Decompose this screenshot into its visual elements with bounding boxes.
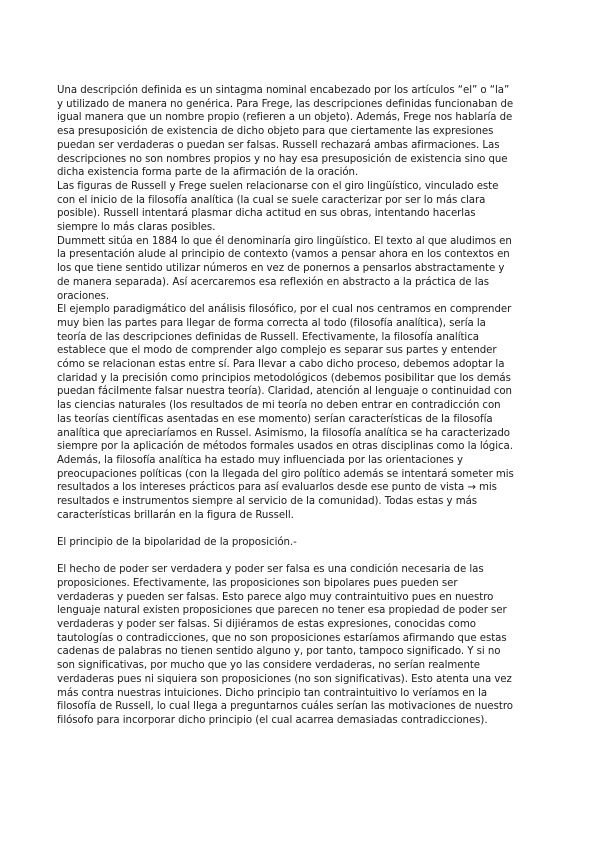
paragraph-giro-linguistico: Las figuras de Russell y Frege suelen relacionarse con el giro lingüístico, vinculado este con el inicio de la filosofía analítica (la cual se suele caracterizar por ser lo más clara posible). Russell intentará plasmar dicha actitud en sus obras, intentando hacerlas siempre lo más claras posibles. bbox=[57, 180, 499, 234]
paragraph-descripcion-definida: Una descripción definida es un sintagma nominal encabezado por los artículos “el” o “la” y utilizado de manera no genérica. Para Frege, las descripciones definidas funcionaban de igual manera que un nombre propio (refieren a un objeto). Además, Frege nos hablaría de esa presuposición de existencia de dicho objeto para que ciertamente las expresiones puedan ser verdaderas o puedan ser falsas. Russell rechazará ambas afirmaciones. Las descripciones no son nombres propios y no hay esa presuposición de existencia sino que dicha existencia forma parte de la afirmación de la oración. bbox=[57, 85, 514, 179]
paragraph-bipolaridad: El hecho de poder ser verdadera y poder ser falsa es una condición necesaria de las proposiciones. Efectivamente, las proposiciones son bipolares pues pueden ser verdaderas y pueden ser falsas. Esto parece algo muy contraintuitivo pues en nuestro lenguaje natural existen proposiciones que parecen no tener esa propiedad de poder ser verdaderas y poder ser falsas. Si dijiéramos de estas expresiones, conocidas como tautologías o contradicciones, que no son proposiciones estaríamos afirmando que estas cadenas de palabras no tienen sentido alguno y, por tanto, tampoco significado. Y si no son significativas, por mucho que yo las considere verdaderas, no serían realmente verdaderas pues ni siquiera son proposiciones (no son significativas). Esto atenta una vez más contra nuestras intuiciones. Dicho principio tan contraintuitivo lo veríamos en la filosofía de Russell, lo cual llega a preguntarnos cuáles serían las motivaciones de nuestro filósofo para incorporar dicho principio (el cual acarrea demasiadas contradicciones). bbox=[57, 564, 513, 726]
paragraph-dummett: Dummett sitúa en 1884 lo que él denominaría giro lingüístico. El texto al que aludimos en la presentación alude al principio de contexto (vamos a pensar ahora en los contextos en los que tiene sentido utilizar números en vez de ponernos a pensarlos abstractamente y de manera separada). Así acercaremos esa reflexión en abstracto a la práctica de las oraciones. bbox=[57, 235, 512, 302]
paragraph-analisis-filosofico: El ejemplo paradigmático del análisis filosófico, por el cual nos centramos en comprender muy bien las partes para llegar de forma correcta al todo (filosofía analítica), sería la teoría de las descripciones definidas de Russell. Efectivamente, la filosofía analítica establece que el modo de comprender algo complejo es separar sus partes y entender cómo se relacionan estas entre sí. Para llevar a cabo dicho proceso, debemos adoptar la claridad y la precisión como principios metodológicos (debemos posibilitar que los demás puedan fácilmente falsar nuestra teoría). Claridad, atención al lenguaje o continuidad con las ciencias naturales (los resultados de mi teoría no deben entrar en contradicción con las teorías científicas asentadas en ese momento) serían características de la filosofía analítica que apreciaríamos en Russel. Asimismo, la filosofía analítica se ha caracterizado siempre por la aplicación de métodos formales usados en otras disciplinas como la lógica. Además, la filosofía analítica ha estado muy influenciada por las orientaciones y preocupaciones políticas (con la llegada del giro político además se intentará someter mis resultados a los intereses prácticos para así evaluarlos desde ese punto de vista → mis resultados e instrumentos siempre al servicio de la comunidad). Todas estas y más características brillarán en la figura de Russell. bbox=[57, 304, 514, 521]
document-page bbox=[57, 84, 515, 728]
section-heading: El principio de la bipolaridad de la proposición.- bbox=[57, 536, 297, 548]
